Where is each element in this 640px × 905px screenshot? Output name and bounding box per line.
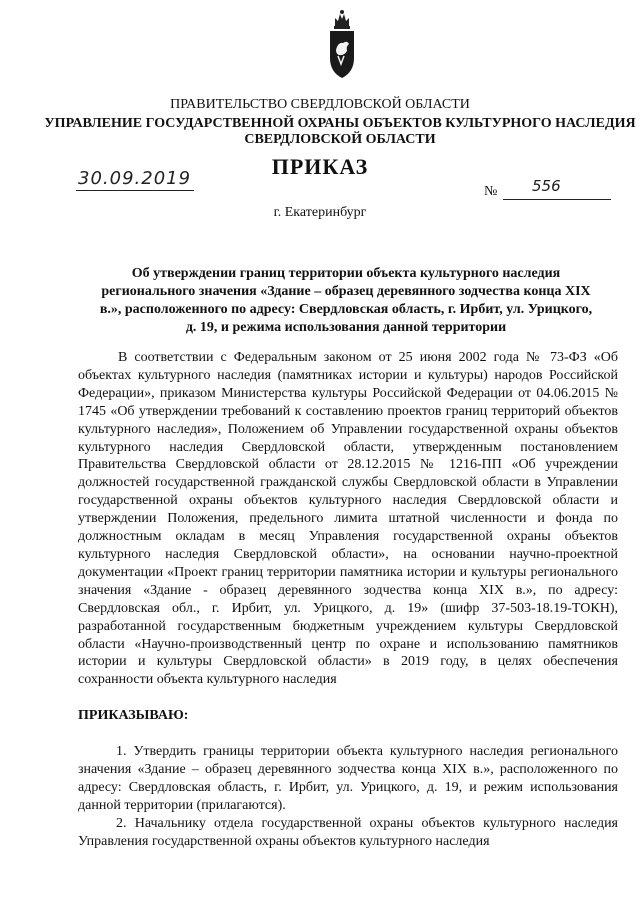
order-date: 30.09.2019: [78, 168, 192, 189]
city-name: г. Екатеринбург: [273, 205, 367, 220]
preamble-paragraph: В соответствии с Федеральным законом от 25 июня 2002 года № 73-ФЗ «Об объектах культурного наследия (памятниках истории и культуры) народов Российской Федерации», приказом Министерства культуры Российской Федерации от 04.06.2015 № 1745 «Об утверждении требований к составлению проектов границ территорий объектов культурного наследия», Положением об Управлении государственной охраны объектов культурного наследия Свердловской области, утвержденным постановлением Правительства Свердловской области от 28.12.2015 № 1216-ПП «Об учреждении должностей государственной гражданской службы Свердловской области в Управлении государственной охраны объектов культурного наследия Свердловской области и утверждении Положения, предельного лимита штатной численности и фонда по должностным окладам в месяц Управления государственной охраны объектов культурного наследия Свердловской области», на основании научно-проектной документации «Проект границ территории памятника истории и культуры регионального значения «Здание - образец деревянного зодчества конца XIX в.», по адресу: Свердловская обл., г. Ирбит, ул. Урицкого, д. 19» (шифр 37-503-18.19-ТОКН), разработанной государственным бюджетным учреждением культуры Свердловской области «Научно-производственный центр по охране и использованию памятников истории и культуры Свердловской области» в 2019 году, в целях обеспечения сохранности объекта культурного наследия: [78, 350, 618, 688]
document-type-title: ПРИКАЗ: [271, 154, 369, 179]
department-name: УПРАВЛЕНИЕ ГОСУДАРСТВЕННОЙ ОХРАНЫ ОБЪЕКТОВ КУЛЬТУРНОГО НАСЛЕДИЯ СВЕРДЛОВСКОЙ ОБЛАСТИ: [44, 116, 636, 147]
order-directive: ПРИКАЗЫВАЮ:: [78, 708, 189, 723]
order-item: 2. Начальнику отдела государственной охраны объектов культурного наследия Управления государственной охраны объектов культурного наследия: [78, 816, 618, 849]
number-underline: [503, 199, 611, 200]
order-item: 1. Утвердить границы территории объекта культурного наследия регионального значения «Здание – образец деревянного зодчества конца XIX в.», расположенного по адресу: Свердловская область, г. Ирбит, ул. Урицкого, д. 19, и режим использования данной территории (прилагаются).: [78, 744, 618, 813]
number-sign: №: [484, 184, 498, 199]
date-underline: [76, 190, 194, 191]
order-items: [78, 743, 618, 851]
order-number: 556: [532, 177, 561, 195]
coat-of-arms-icon: [327, 6, 357, 84]
government-name: ПРАВИТЕЛЬСТВО СВЕРДЛОВСКОЙ ОБЛАСТИ: [170, 97, 470, 112]
order-subject: Об утверждении границ территории объекта культурного наследия регионального значения «Здание – образец деревянного зодчества конца XIX в.», расположенного по адресу: Свердловская область, г. Ирбит, ул. Урицкого, д. 19, и режима использования данной территории: [99, 266, 593, 335]
